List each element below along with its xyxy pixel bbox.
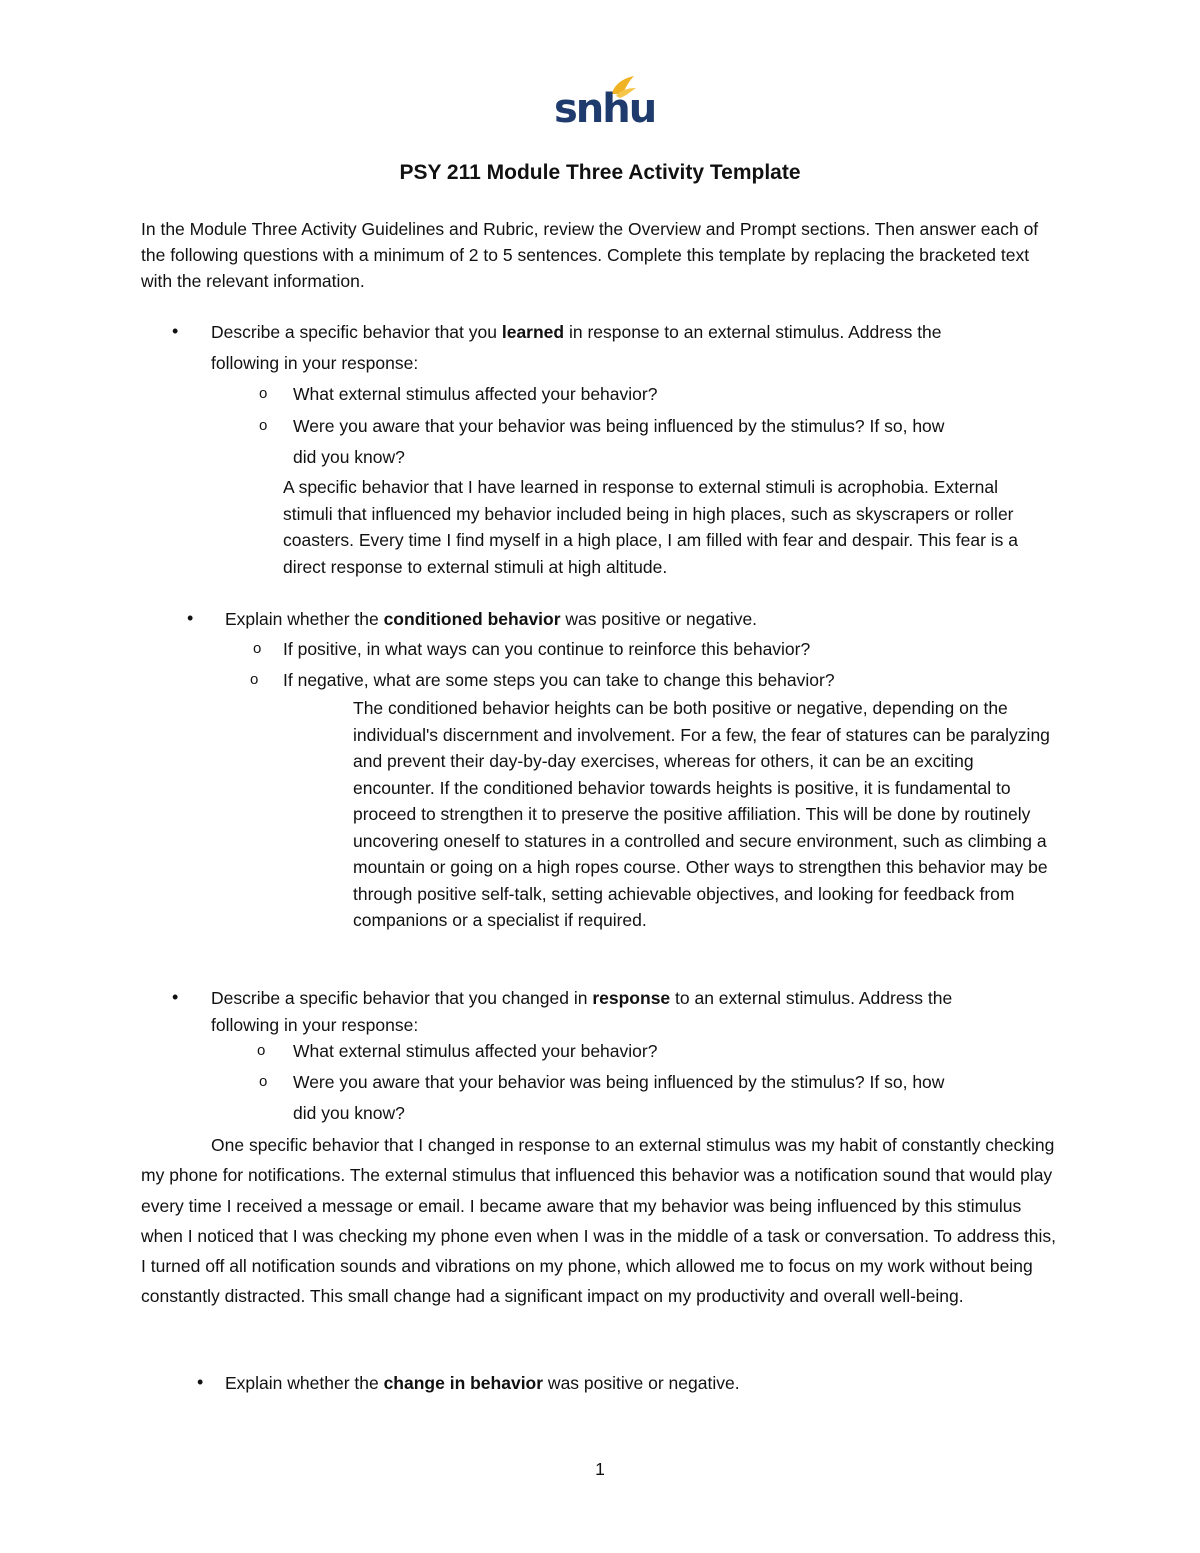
q3-bullet-text: Describe a specific behavior that you changed in bbox=[211, 988, 593, 1008]
sub-bullet-marker: o bbox=[259, 417, 268, 434]
q2-bullet bbox=[225, 606, 757, 632]
q3-sub2: Were you aware that your behavior was being influenced by the stimulus? If so, how bbox=[293, 1072, 945, 1092]
q1-sub2-line2: did you know? bbox=[293, 447, 405, 467]
snhu-logo bbox=[554, 74, 656, 132]
q1-sub1: What external stimulus affected your behavior? bbox=[293, 384, 658, 404]
q3-answer: One specific behavior that I changed in response to an external stimulus was my habit of constantly checking my phone for notifications. The external stimulus that influenced this behavior was a notification sound that would play every time I received a message or email. I became aware that my behavior was being influenced by this stimulus when I noticed that I was checking my phone even when I was in the middle of a task or conversation. To address this, I turned off all notification sounds and vibrations on my phone, which allowed me to focus on my work without being constantly distracted. This small change had a significant impact on my productivity and overall well-being. bbox=[141, 1135, 1057, 1307]
q1-bullet-bold: learned bbox=[501, 322, 565, 342]
q2-answer: The conditioned behavior heights can be both positive or negative, depending on the individual's discernment and involvement. For a few, the fear of statures can be paralyzing and prevent their day-by-day exercises, whereas for others, it can be an exciting encounter. If the conditioned behavior towards heights is positive, it is fundamental to proceed to strengthen it to preserve the positive affiliation. This will be done by routinely uncovering oneself to statures in a controlled and secure environment, such as climbing a mountain or going on a high ropes course. Other ways to strengthen this behavior may be through positive self-talk, setting achievable objectives, and looking for feedback from companions or a specialist if required. bbox=[353, 698, 1050, 930]
q1-answer: A specific behavior that I have learned in response to external stimuli is acrophobia. External stimuli that influenced my behavior included being in high places, such as skyscrapers or roller coasters. Every time I find myself in a high place, I am filled with fear and despair. This fear is a direct response to external stimuli at high altitude. bbox=[283, 477, 1019, 577]
q2-bullet-bold: conditioned behavior bbox=[383, 609, 561, 629]
page-number: 1 bbox=[595, 1459, 605, 1479]
q1-bullet-text-end: in response to an external stimulus. Address the bbox=[564, 322, 942, 342]
q2-bullet-text: Explain whether the bbox=[225, 609, 384, 629]
q3-sub2-line2: did you know? bbox=[293, 1103, 405, 1123]
q2-sub1: If positive, in what ways can you continue to reinforce this behavior? bbox=[283, 639, 811, 659]
bullet-dot: • bbox=[197, 1372, 204, 1392]
q4-bullet-bold: change in behavior bbox=[383, 1373, 544, 1393]
bullet-dot: • bbox=[172, 987, 179, 1007]
sub-bullet-marker: o bbox=[250, 671, 259, 688]
q4-bullet bbox=[225, 1370, 740, 1396]
sub-bullet-marker: o bbox=[253, 640, 262, 657]
q3-bullet bbox=[211, 985, 952, 1011]
q3-bullet-line2: following in your response: bbox=[211, 1015, 419, 1035]
q3-sub1: What external stimulus affected your behavior? bbox=[293, 1041, 658, 1061]
bullet-dot: • bbox=[172, 321, 179, 341]
sub-bullet-marker: o bbox=[259, 1073, 268, 1090]
q1-sub2: Were you aware that your behavior was being influenced by the stimulus? If so, how bbox=[293, 416, 945, 436]
logo-wordmark: snhu bbox=[554, 86, 656, 132]
sub-bullet-marker: o bbox=[257, 1042, 266, 1059]
q1-bullet bbox=[211, 319, 942, 345]
bullet-dot: • bbox=[187, 608, 194, 628]
q3-bullet-text-end: to an external stimulus. Address the bbox=[670, 988, 953, 1008]
q4-bullet-text: Explain whether the bbox=[225, 1373, 384, 1393]
q2-sub2: If negative, what are some steps you can take to change this behavior? bbox=[283, 670, 835, 690]
q2-bullet-text-end: was positive or negative. bbox=[560, 609, 758, 629]
q4-bullet-text-end: was positive or negative. bbox=[543, 1373, 740, 1393]
sub-bullet-marker: o bbox=[259, 385, 268, 402]
document-title: PSY 211 Module Three Activity Template bbox=[399, 161, 801, 184]
q1-bullet-text: Describe a specific behavior that you bbox=[211, 322, 502, 342]
intro-paragraph: In the Module Three Activity Guidelines and Rubric, review the Overview and Prompt sections. Then answer each of the following questions with a minimum of 2 to 5 sentences. Complete this template by replacing the bracketed text with the relevant information. bbox=[141, 219, 1039, 291]
q3-bullet-bold: response bbox=[592, 988, 671, 1008]
q1-bullet-line2: following in your response: bbox=[211, 353, 419, 373]
